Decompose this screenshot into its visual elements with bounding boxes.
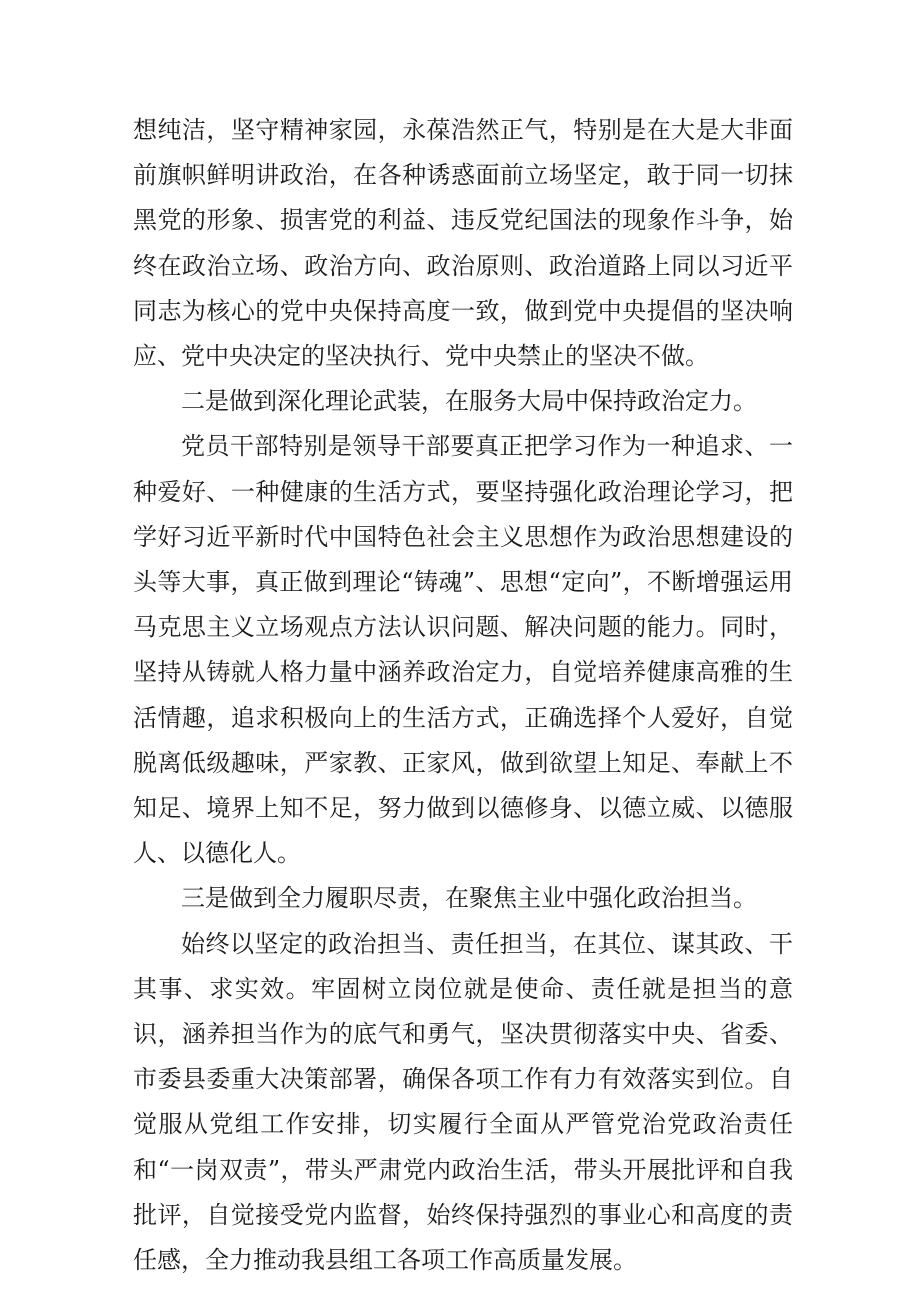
document-body (133, 108, 793, 1283)
paragraph-theory-study: 党员干部特别是领导干部要真正把学习作为一种追求、一种爱好、一种健康的生活方式，要坚持强化政治理论学习，把学好习近平新时代中国特色社会主义思想作为政治思想建设的头等大事，真正做到理论“铸魂”、思想“定向”，不断增强运用马克思主义立场观点方法认识问题、解决问题的能力。同时，坚持从铸就人格力量中涵养政治定力，自觉培养健康高雅的生活情趣，追求积极向上的生活方式，正确选择个人爱好，自觉脱离低级趣味，严家教、正家风，做到欲望上知足、奉献上不知足、境界上知不足，努力做到以德修身、以德立威、以德服人、以德化人。 (133, 432, 793, 868)
section-heading-two: 二是做到深化理论武装，在服务大局中保持政治定力。 (181, 387, 757, 416)
section-heading-three: 三是做到全力履职尽责，在聚焦主业中强化政治担当。 (181, 884, 757, 913)
paragraph-responsibility: 始终以坚定的政治担当、责任担当，在其位、谋其政、干其事、求实效。牢固树立岗位就是使命、责任就是担当的意识，涵养担当作为的底气和勇气，坚决贯彻落实中央、省委、市委县委重大决策部署，确保各项工作有力有效落实到位。自觉服从党组工作安排，切实履行全面从严管党治党政治责任和“一岗双责”，带头严肃党内政治生活，带头开展批评和自我批评，自觉接受党内监督，始终保持强烈的事业心和高度的责任感，全力推动我县组工各项工作高质量发展。 (133, 929, 793, 1275)
paragraph-continuation: 想纯洁，坚守精神家园，永葆浩然正气，特别是在大是大非面前旗帜鲜明讲政治，在各种诱惑面前立场坚定，敢于同一切抹黑党的形象、损害党的利益、违反党纪国法的现象作斗争，始终在政治立场、政治方向、政治原则、政治道路上同以习近平同志为核心的党中央保持高度一致，做到党中央提倡的坚决响应、党中央决定的坚决执行、党中央禁止的坚决不做。 (133, 116, 793, 371)
